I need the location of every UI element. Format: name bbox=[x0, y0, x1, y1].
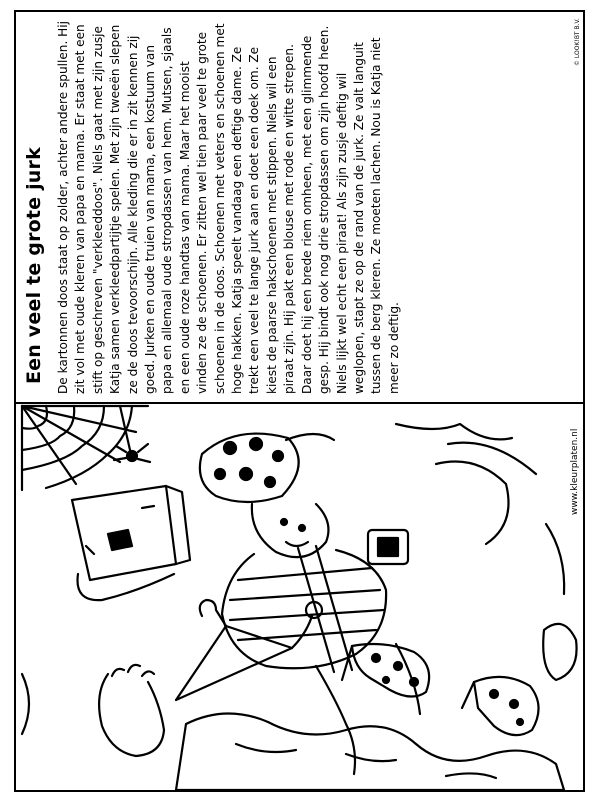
pirate-hat-icon bbox=[200, 434, 334, 502]
story-body: De kartonnen doos staat op zolder, achter andere spullen. Hij zit vol met oude kleren van papa en mama. Er staat met een stift op geschreven "verkleeddoos". Niels gaat met zijn zusje Katja samen verkleedpartijtje spelen. Met zijn tweeën slepen ze de doos tevoorschijn. Alle kleding die er in zit kennen zij goed. Jurken en oude truien van mama, een kostuum van papa en allemaal oude stropdassen van hem. Mutsen, sjaals en een oude roze handtas van mama. Maar het mooist vinden ze de schoenen. Er zitten wel tien paar veel te grote schoenen in de doos. Schoenen met veters en schoenen met hoge hakken. Katja speelt vandaag een deftige dame. Ze trekt een veel te lange jurk aan en doet een doek om. Ze kiest de paarse hakschoenen met stippen. Niels wil een piraat zijn. Hij pakt een blouse met rode en witte strepen. Daar doet hij een brede riem omheen, met een glimmende gesp. Hij bindt ook nog drie stropdassen om zijn hoofd heen. Niels lijkt wel echt een piraat! Als zijn zusje deftig wil weglopen, stapt ze op de rand van de jurk. Ze valt languit tussen de berg kleren. Ze moeten lachen. Nou is Katja niet meer zo deftig. bbox=[56, 21, 401, 394]
clothes-pile-icon bbox=[176, 443, 577, 790]
copyright-text: © LOOK!BT B.V. bbox=[574, 18, 581, 66]
polka-dot-shoe-icon bbox=[342, 644, 429, 697]
coloring-illustration bbox=[16, 404, 583, 790]
belt-buckle-icon bbox=[368, 530, 408, 564]
story-title: Een veel te grote jurk bbox=[23, 147, 45, 384]
handbag-icon bbox=[72, 486, 190, 600]
high-heel-shoe-icon bbox=[462, 677, 539, 735]
story-panel bbox=[19, 12, 579, 402]
foot-icon bbox=[99, 665, 164, 756]
website-url: www.kleurplaten.nl bbox=[570, 428, 580, 515]
drape-lines-icon bbox=[22, 424, 564, 734]
